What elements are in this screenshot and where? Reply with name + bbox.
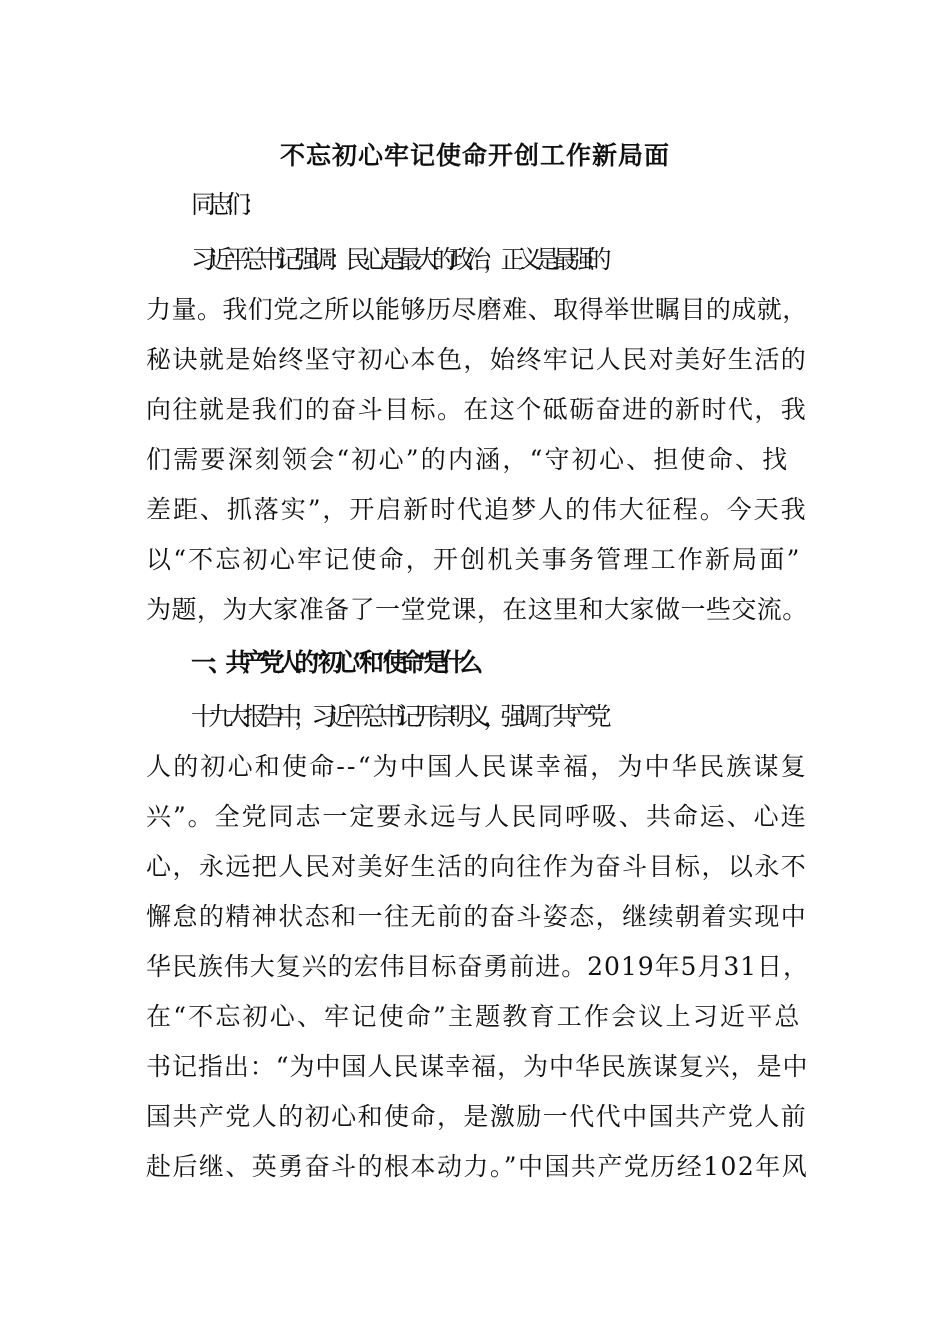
paragraph-line: 习近平总书记强调：民心是最大的政治，正义是最强的 — [191, 245, 604, 274]
paragraph-line: 国共产党人的初心和使命，是激励一代代中国共产党人前 — [146, 1102, 808, 1131]
paragraph-line: 在“不忘初心、牢记使命”主题教育工作会议上习近平总 — [146, 1002, 802, 1031]
paragraph-line: 心，永远把人民对美好生活的向往作为奋斗目标，以永不 — [146, 852, 808, 881]
paragraph-line: 华民族伟大复兴的宏伟目标奋勇前进。2019年5月31日， — [146, 952, 809, 981]
paragraph-line: 十九大报告中，习近平总书记开宗明义，强调了共产党 — [191, 702, 604, 731]
section-heading: 一、共产党人的“初心”和“使命”是什么 — [191, 648, 476, 677]
paragraph-line: 兴”。全党同志一定要永远与人民同呼吸、共命运、心连 — [146, 802, 808, 831]
salutation: 同志们： — [191, 190, 260, 219]
paragraph-line: 差距、抓落实”，开启新时代追梦人的伟大征程。今天我 — [146, 495, 808, 524]
paragraph-line: 为题，为大家准备了一堂党课，在这里和大家做一些交流。 — [146, 595, 808, 624]
paragraph-line: 秘诀就是始终坚守初心本色，始终牢记人民对美好生活的 — [146, 345, 808, 374]
paragraph-line: 人的初心和使命--“为中国人民谋幸福，为中华民族谋复 — [146, 752, 808, 781]
paragraph-line: 懈怠的精神状态和一往无前的奋斗姿态，继续朝着实现中 — [146, 902, 808, 931]
document-title: 不忘初心牢记使命开创工作新局面 — [279, 141, 670, 170]
paragraph-line: 向往就是我们的奋斗目标。在这个砥砺奋进的新时代，我 — [146, 395, 808, 424]
paragraph-line: 以“不忘初心牢记使命，开创机关事务管理工作新局面” — [146, 545, 802, 574]
paragraph-line: 力量。我们党之所以能够历尽磨难、取得举世瞩目的成就， — [146, 295, 808, 324]
paragraph-line: 书记指出：“为中国人民谋幸福，为中华民族谋复兴，是中 — [146, 1052, 809, 1081]
paragraph-line: 赴后继、英勇奋斗的根本动力。”中国共产党历经102年风 — [146, 1152, 809, 1181]
paragraph-line: 们需要深刻领会“初心”的内涵，“守初心、担使命、找 — [146, 445, 790, 474]
